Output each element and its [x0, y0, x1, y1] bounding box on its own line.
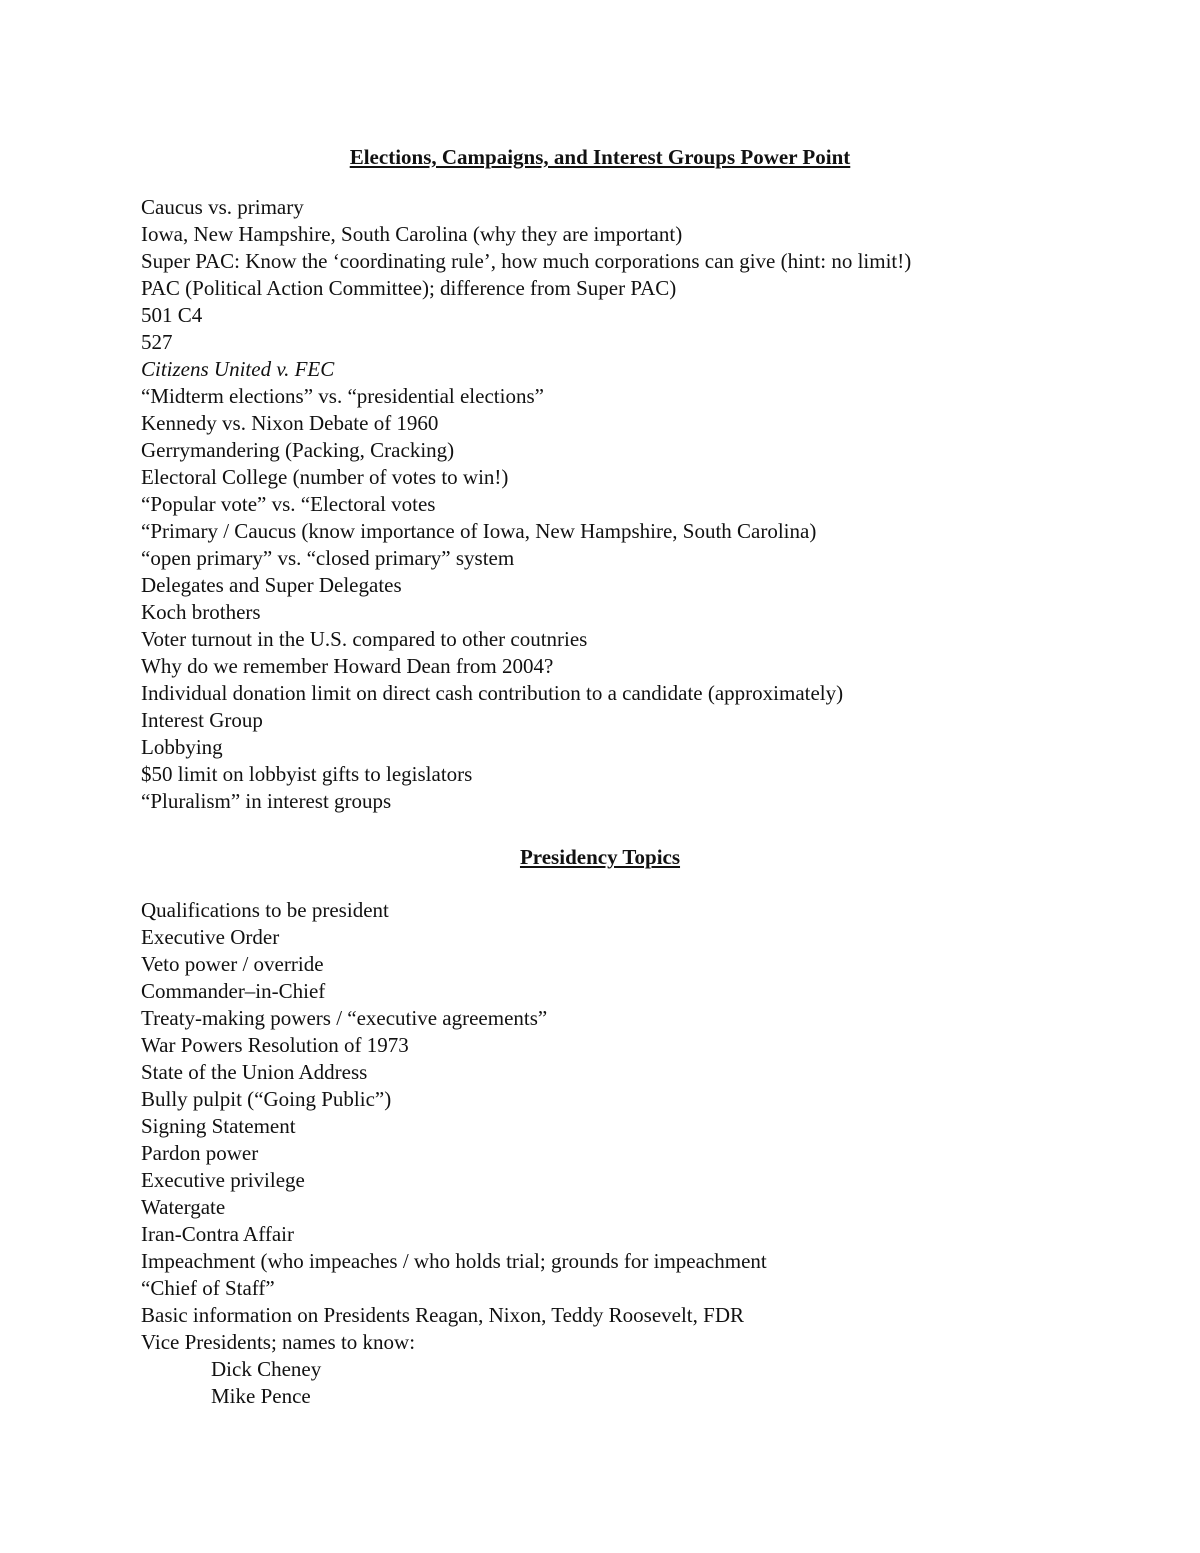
- section-heading-presidency: Presidency Topics: [519, 845, 681, 869]
- list-item: Bully pulpit (“Going Public”): [141, 1087, 392, 1111]
- list-item: Iran-Contra Affair: [141, 1222, 294, 1246]
- list-item: 501 C4: [141, 303, 203, 327]
- section-heading-elections: Elections, Campaigns, and Interest Groups Power Point: [349, 145, 851, 169]
- list-item: PAC (Political Action Committee); difference from Super PAC): [141, 276, 677, 300]
- list-item: Koch brothers: [141, 600, 261, 624]
- list-item: Watergate: [141, 1195, 226, 1219]
- list-item: Executive Order: [141, 925, 280, 949]
- list-item: Why do we remember Howard Dean from 2004?: [141, 654, 554, 678]
- list-item: $50 limit on lobbyist gifts to legislators: [141, 762, 473, 786]
- sub-list-item: Dick Cheney: [211, 1357, 322, 1381]
- list-item: “Popular vote” vs. “Electoral votes: [141, 492, 436, 516]
- list-item: Basic information on Presidents Reagan, Nixon, Teddy Roosevelt, FDR: [141, 1303, 744, 1327]
- list-item: “Chief of Staff”: [141, 1276, 275, 1300]
- list-item-case-name: Citizens United v. FEC: [141, 357, 335, 381]
- list-item: War Powers Resolution of 1973: [141, 1033, 409, 1057]
- list-item: Signing Statement: [141, 1114, 296, 1138]
- list-item: Kennedy vs. Nixon Debate of 1960: [141, 411, 439, 435]
- presidency-topic-list: [141, 897, 767, 1410]
- list-item: 527: [141, 330, 173, 354]
- list-item: “Primary / Caucus (know importance of Iowa, New Hampshire, South Carolina): [141, 519, 817, 543]
- list-item: Individual donation limit on direct cash contribution to a candidate (approximately): [141, 681, 844, 705]
- list-item: Executive privilege: [141, 1168, 305, 1192]
- elections-topic-list: [141, 194, 911, 815]
- list-item: Interest Group: [141, 708, 263, 732]
- list-item: Impeachment (who impeaches / who holds trial; grounds for impeachment: [141, 1249, 767, 1273]
- list-item: Lobbying: [141, 735, 223, 759]
- list-item: “open primary” vs. “closed primary” system: [141, 546, 515, 570]
- list-item: Caucus vs. primary: [141, 195, 304, 219]
- list-item: State of the Union Address: [141, 1060, 368, 1084]
- list-item: Super PAC: Know the ‘coordinating rule’, how much corporations can give (hint: no limit!): [141, 249, 912, 273]
- list-item: Electoral College (number of votes to win!): [141, 465, 509, 489]
- list-item: “Midterm elections” vs. “presidential elections”: [141, 384, 544, 408]
- list-item: Treaty-making powers / “executive agreements”: [141, 1006, 548, 1030]
- sub-list-item: Mike Pence: [211, 1384, 311, 1408]
- list-item: Commander–in-Chief: [141, 979, 326, 1003]
- list-item: Vice Presidents; names to know:: [141, 1330, 416, 1354]
- list-item: Veto power / override: [141, 952, 324, 976]
- list-item: Iowa, New Hampshire, South Carolina (why they are important): [141, 222, 683, 246]
- list-item: Qualifications to be president: [141, 898, 389, 922]
- list-item: Pardon power: [141, 1141, 259, 1165]
- list-item: Voter turnout in the U.S. compared to other coutnries: [141, 627, 588, 651]
- list-item: Gerrymandering (Packing, Cracking): [141, 438, 455, 462]
- list-item: Delegates and Super Delegates: [141, 573, 402, 597]
- list-item: “Pluralism” in interest groups: [141, 789, 392, 813]
